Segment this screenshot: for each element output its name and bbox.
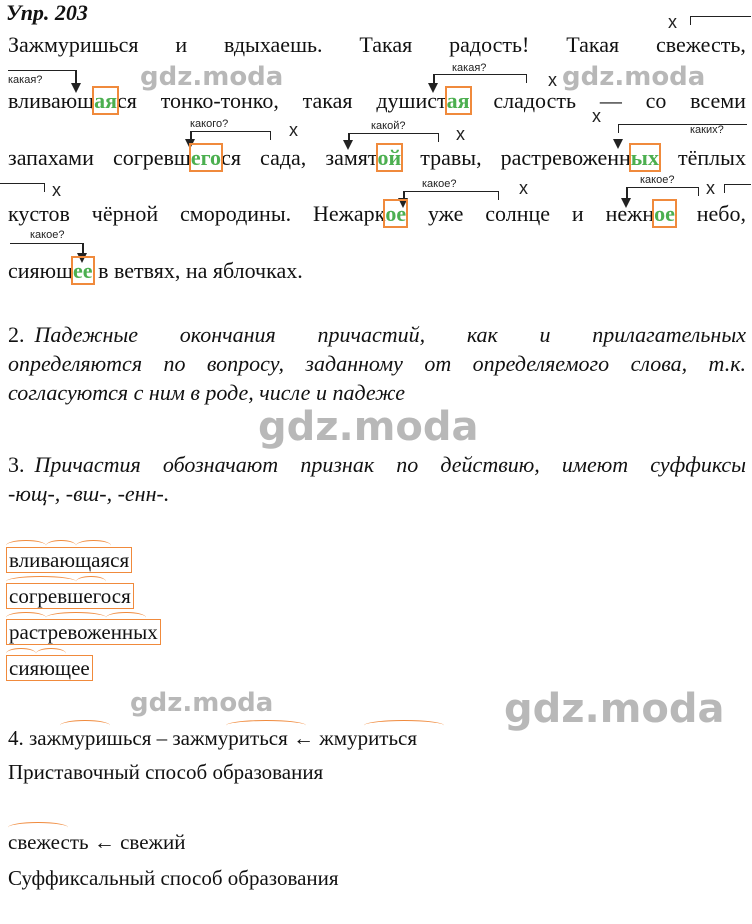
x-mark: х bbox=[706, 178, 715, 198]
item-number: 3. bbox=[8, 452, 25, 477]
word: вдыхаешь. bbox=[224, 32, 323, 57]
watermark: gdz.moda bbox=[258, 404, 479, 450]
item3-line-2: -ющ-, -вш-, -енн-. bbox=[8, 481, 170, 506]
item-number: 2. bbox=[8, 322, 25, 347]
word: и bbox=[175, 32, 188, 57]
word: запахами bbox=[8, 145, 94, 170]
word: чёрной bbox=[91, 201, 159, 226]
suffix-arc bbox=[46, 540, 76, 551]
arrow-stem bbox=[75, 70, 77, 84]
word: Зажмуришься bbox=[8, 32, 139, 57]
word: сияющее bbox=[8, 258, 93, 283]
root-arc bbox=[6, 540, 46, 551]
word: растревоженных bbox=[500, 145, 659, 170]
x-mark: х bbox=[456, 124, 465, 144]
parsed-word: согревшегося bbox=[6, 584, 134, 609]
item3-text: Причастия обозначают признак по действию, имеют суффиксы bbox=[34, 452, 746, 477]
ending-highlight: его bbox=[190, 145, 222, 170]
question-label: какой? bbox=[371, 120, 406, 132]
text-line-1 bbox=[8, 32, 746, 58]
question-label: какая? bbox=[8, 74, 43, 86]
ending-highlight: ой bbox=[377, 145, 402, 170]
x-mark: х bbox=[548, 70, 557, 90]
question-bracket bbox=[403, 191, 499, 200]
ending-highlight: ая bbox=[446, 88, 470, 113]
question-bracket bbox=[618, 124, 747, 133]
ending-highlight: ое bbox=[385, 201, 407, 226]
item4-line-4: Суффиксальный способ образования bbox=[8, 866, 339, 890]
suffix-arc bbox=[76, 540, 111, 551]
item2-line-2: определяются по вопросу, заданному от определяемого слова, т.к. bbox=[8, 351, 746, 376]
word: со bbox=[645, 88, 667, 113]
word: тёплых bbox=[678, 145, 746, 170]
question-bracket bbox=[0, 183, 45, 192]
item2-text: Падежные окончания причастий, как и прилагательных bbox=[34, 322, 746, 347]
question-label: каких? bbox=[690, 124, 724, 136]
word: согревшегося bbox=[112, 145, 241, 170]
word: замятой bbox=[325, 145, 402, 170]
word: душистая bbox=[376, 88, 470, 113]
word: Нежаркое bbox=[313, 201, 407, 226]
ending-highlight: ое bbox=[654, 201, 675, 226]
item4-line-1: 4. зажмуришься – зажмуриться ← жмуриться bbox=[8, 726, 418, 750]
parsed-word: растревоженных bbox=[6, 620, 161, 645]
word: тонко-тонко, bbox=[160, 88, 279, 113]
word: сада, bbox=[260, 145, 307, 170]
question-bracket bbox=[690, 16, 751, 25]
word: Такая bbox=[359, 32, 413, 57]
ending-highlight: ых bbox=[630, 145, 659, 170]
root-arc bbox=[6, 576, 76, 587]
word: свежесть, bbox=[655, 32, 746, 57]
word: сладость bbox=[493, 88, 577, 113]
word: такая bbox=[302, 88, 353, 113]
question-bracket bbox=[190, 131, 271, 140]
suffix-arc bbox=[76, 576, 106, 587]
word: кустов bbox=[8, 201, 70, 226]
text-line-4 bbox=[8, 201, 746, 227]
text-line-5 bbox=[8, 258, 303, 284]
word: небо, bbox=[696, 201, 746, 226]
item4-line-3: свежесть ← свежий bbox=[8, 830, 186, 854]
word: Такая bbox=[566, 32, 620, 57]
item3-line-1 bbox=[8, 452, 746, 478]
question-label: какое? bbox=[30, 229, 65, 241]
question-bracket bbox=[348, 133, 439, 142]
text-line-3 bbox=[8, 145, 746, 171]
word: травы, bbox=[420, 145, 482, 170]
root-arc bbox=[6, 648, 36, 659]
exercise-title: Упр. 203 bbox=[6, 0, 88, 25]
question-bracket bbox=[8, 70, 76, 79]
ending-highlight: ее bbox=[73, 258, 93, 283]
x-mark: х bbox=[668, 12, 677, 32]
item2-line-3: согласуются с ним в роде, числе и падеже bbox=[8, 380, 405, 405]
x-mark: х bbox=[592, 106, 601, 126]
word: в ветвях, на яблочках. bbox=[98, 258, 303, 283]
item4-line-2: Приставочный способ образования bbox=[8, 760, 324, 784]
word: всеми bbox=[690, 88, 746, 113]
word: и bbox=[571, 201, 584, 226]
word: солнце bbox=[485, 201, 551, 226]
ending-highlight: ая bbox=[94, 88, 117, 113]
word: радость! bbox=[449, 32, 530, 57]
watermark: gdz.moda bbox=[140, 62, 284, 92]
item2-line-1 bbox=[8, 322, 746, 348]
prefix-arc bbox=[6, 612, 46, 623]
root-arc bbox=[46, 612, 106, 623]
question-bracket bbox=[724, 184, 751, 193]
watermark: gdz.moda bbox=[130, 688, 274, 718]
x-mark: х bbox=[52, 180, 61, 200]
watermark: gdz.moda bbox=[562, 62, 706, 92]
question-label: какое? bbox=[422, 178, 457, 190]
word: — bbox=[599, 88, 622, 113]
question-bracket bbox=[433, 74, 527, 83]
question-label: какая? bbox=[452, 62, 487, 74]
x-mark: х bbox=[289, 120, 298, 140]
parsed-word: сияющее bbox=[6, 656, 93, 681]
watermark: gdz.moda bbox=[504, 686, 725, 732]
question-label: какого? bbox=[190, 118, 229, 130]
word: смородины. bbox=[180, 201, 292, 226]
word: нежное bbox=[605, 201, 675, 226]
question-label: какое? bbox=[640, 174, 675, 186]
suffix-arc bbox=[106, 612, 146, 623]
word: уже bbox=[427, 201, 464, 226]
question-bracket bbox=[10, 243, 82, 252]
question-bracket bbox=[626, 187, 699, 196]
suffix-arc bbox=[36, 648, 66, 659]
x-mark: х bbox=[519, 178, 528, 198]
parsed-word: вливающаяся bbox=[6, 548, 132, 573]
word: вливающаяся bbox=[8, 88, 137, 113]
